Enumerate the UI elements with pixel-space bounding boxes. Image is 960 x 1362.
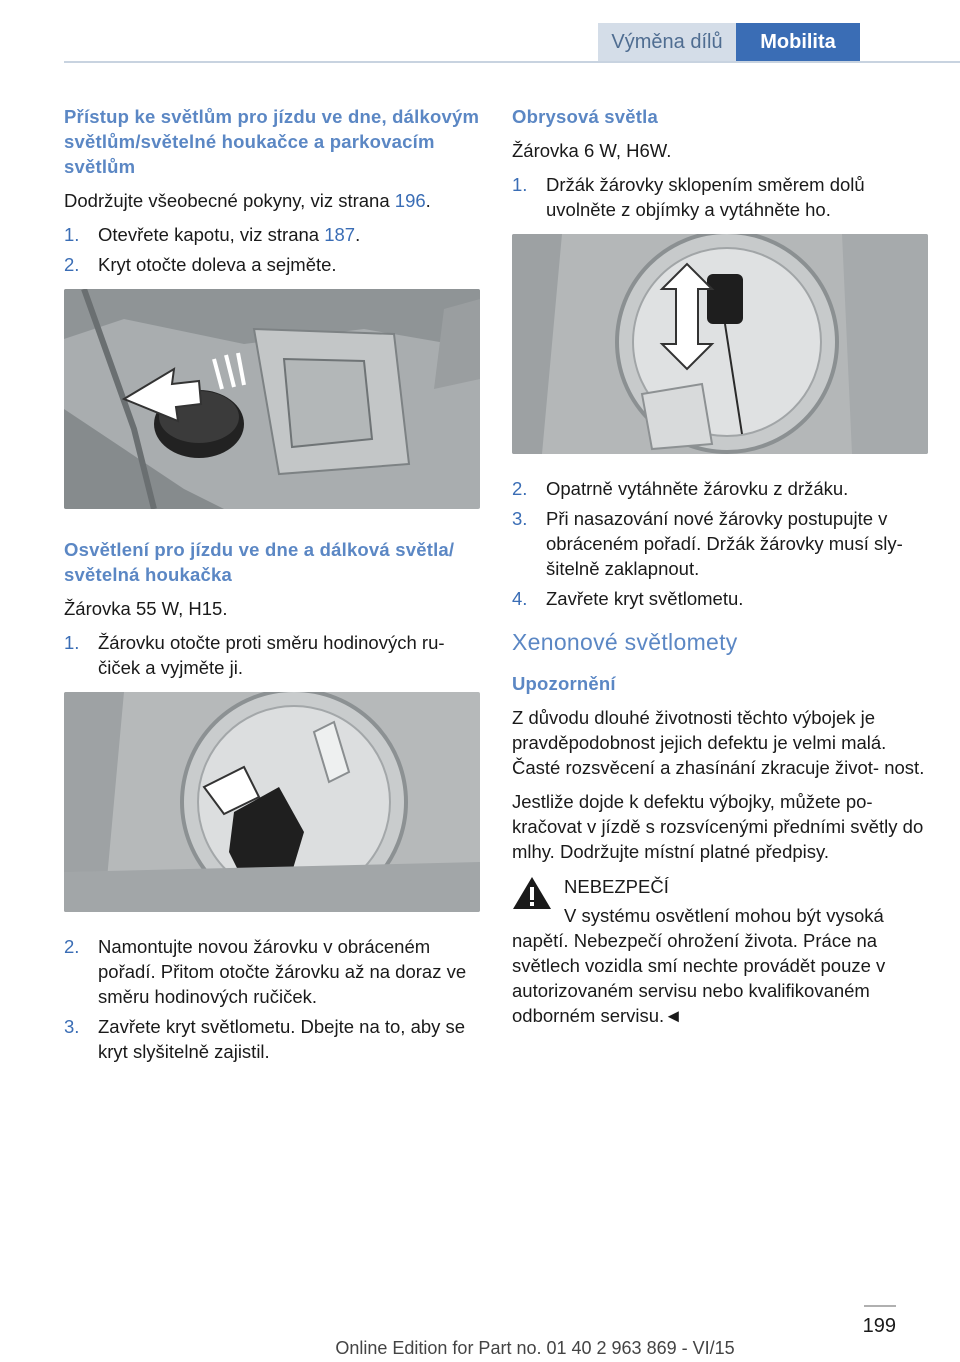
page-link-196[interactable]: 196 [394,190,426,211]
intro-paragraph [64,188,480,213]
step-number: 2. [64,254,80,275]
step-number: 1. [64,224,80,245]
step-text: Při nasazování nové žárovky postupujte v obráceném pořadí. Držák žárovky musí sly‐ šitelně zaklapnout. [546,508,903,579]
list-item [512,506,928,581]
right-column [512,104,928,1028]
footer-rule [864,1305,896,1307]
heading-note: Upozornění [512,673,616,694]
h6w-bulb-holder-photo [512,234,928,454]
bulb-spec-h6w: Žárovka 6 W, H6W. [512,140,672,161]
list-item [64,1014,480,1064]
step-text: Kryt otočte doleva a sejměte. [98,254,337,275]
list-item [512,586,928,611]
warning-text: V systému osvětlení mohou být vysoká napětí. Nebezpečí ohrožení života. Práce na světlech vozidla smí nechte provádět pouze v autorizovaném servisu nebo kvalifikovaném odborném servisu.◄ [512,905,886,1026]
step-number: 1. [512,174,528,195]
header-rule [64,61,960,63]
engine-cover-photo [64,289,480,509]
tab-section-title: Výměna dílů [598,23,736,61]
list-item [64,934,480,1009]
heading-position-lights: Obrysová světla [512,106,658,127]
warning-title: NEBEZPEČÍ [564,876,669,897]
step-number: 3. [512,508,528,529]
step-number: 2. [64,936,80,957]
danger-warning [512,874,928,1028]
step-text: Zavřete kryt světlometu. Dbejte na to, aby se kryt slyšitelně zajistil. [98,1016,466,1062]
left-column [64,104,480,1069]
warning-icon [512,876,552,910]
step-text: Opatrně vytáhněte žárovku z držáku. [546,478,849,499]
list-item [512,172,928,222]
heading-drl-highbeam: Osvětlení pro jízdu ve dne a dálková světla/ světelná houkačka [64,539,455,585]
step-number: 2. [512,478,528,499]
page-link-187[interactable]: 187 [324,224,356,245]
step-number: 3. [64,1016,80,1037]
page-number: 199 [862,1315,896,1337]
step-text: Držák žárovky sklopením směrem dolů uvolněte z objímky a vytáhněte ho. [546,174,865,220]
list-item [64,222,480,247]
footer-edition [0,1338,960,1359]
step-text-part: Otevřete kapotu, viz strana [98,224,325,245]
section-title-xenon: Xenonové světlomety [512,629,738,655]
tab-chapter-title: Mobilita [736,23,860,61]
step-text-end: . [355,224,361,245]
step-text: Zavřete kryt světlometu. [546,588,744,609]
note-paragraph-1: Z důvodu dlouhé životnosti těchto výbojek je pravděpodobnost jejich defektu je velmi malá. Časté rozsvěcení a zhasínání zkracuje život‐ nost. [512,707,925,778]
list-item [64,630,480,680]
step-text: Namontujte novou žárovku v obráceném pořadí. Přitom otočte žárovku až na doraz ve směru hodinových ručiček. [98,936,467,1007]
list-item [64,252,480,277]
step-text: Žárovku otočte proti směru hodinových ru‐ čiček a vyjměte ji. [98,632,445,678]
note-paragraph-2: Jestliže dojde k defektu výbojky, můžete po‐ kračovat v jízdě s rozsvícenými předními světly do mlhy. Dodržujte místní platné předpisy. [512,791,924,862]
step-text [98,222,480,247]
edition-text: Online Edition for Part no. 01 40 2 963 869 - VI/15 [335,1338,735,1358]
intro-text: Dodržujte všeobecné pokyny, viz strana [64,190,395,211]
intro-end: . [425,190,431,211]
step-number: 1. [64,632,80,653]
step-number: 4. [512,588,528,609]
list-item [512,476,928,501]
heading-access-lights: Přístup ke světlům pro jízdu ve dne, dálkovým světlům/světelné houkačce a parkovacím světlům [64,106,480,177]
bulb-spec-h15: Žárovka 55 W, H15. [64,598,228,619]
h15-bulb-photo [64,692,480,912]
